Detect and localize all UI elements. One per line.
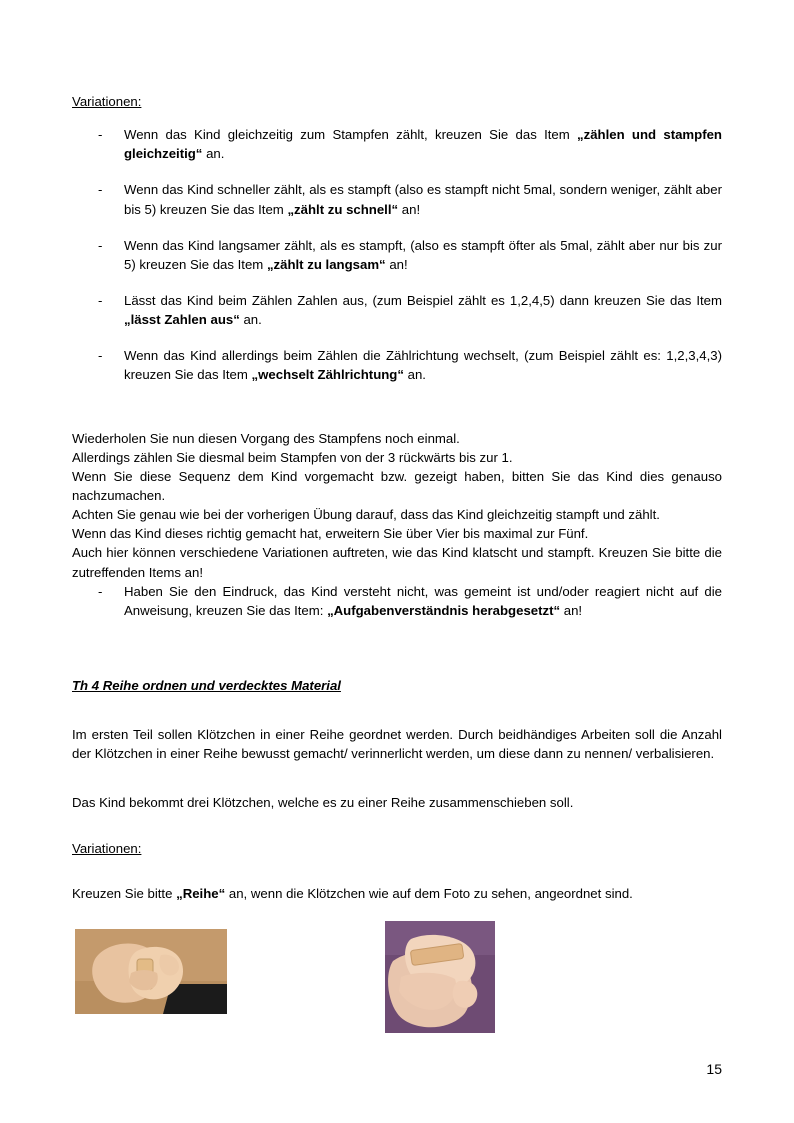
body-paragraph-3-post: an, wenn die Klötzchen wie auf dem Foto zu sehen, angeordnet sind. — [225, 885, 633, 901]
paragraph-line: Achten Sie genau wie bei der vorherigen Übung darauf, dass das Kind gleichzeitig stampft und zählt. — [72, 507, 660, 523]
list-item-text-bold: „wechselt Zählrichtung“ — [251, 367, 404, 383]
body-paragraph-2: Das Kind bekommt drei Klötzchen, welche es zu einer Reihe zusammenschieben soll. — [72, 795, 574, 811]
list-item-text-pre: Lässt das Kind beim Zählen Zahlen aus, (zum Beispiel zählt es 1,2,4,5) dann kreuzen Sie das Item — [124, 292, 722, 308]
paragraph-line: Allerdings zählen Sie diesmal beim Stampfen von der 3 rückwärts bis zur 1. — [72, 449, 513, 465]
list-bullet-dash: - — [98, 292, 103, 308]
list-item-text-post: an! — [398, 201, 421, 217]
list-item-text-bold: „lässt Zahlen aus“ — [124, 312, 240, 328]
list-bullet-dash: - — [98, 127, 103, 143]
list-item-text-bold: „zählt zu langsam“ — [266, 256, 386, 272]
photo-1-graphic — [75, 929, 227, 1014]
list-item — [72, 180, 722, 218]
body-paragraph-3 — [72, 884, 722, 903]
list-bullet-dash: - — [98, 348, 103, 364]
photo-2-graphic — [385, 921, 495, 1033]
list-item — [72, 582, 722, 620]
list-item-text-bold: „zählt zu schnell“ — [287, 201, 399, 217]
paragraph-line: Wiederholen Sie nun diesen Vorgang des Stampfens noch einmal. — [72, 430, 460, 446]
photo-row — [72, 929, 722, 1049]
list-bullet-dash: - — [98, 583, 103, 599]
list-item-text-post: an! — [560, 602, 583, 618]
list-item — [72, 236, 722, 274]
section-heading-th4: Th 4 Reihe ordnen und verdecktes Material — [72, 677, 341, 693]
variations-list — [72, 125, 722, 384]
variations-label-1: Variationen: — [72, 94, 142, 109]
paragraph-line: Wenn das Kind dieses richtig gemacht hat, erweitern Sie über Vier bis maximal zur Fünf. — [72, 526, 589, 542]
list-item — [72, 346, 722, 384]
list-item-text-pre: Wenn das Kind schneller zählt, als es stampft (also es stampft nicht 5mal, sondern weniger, zählt aber bis 5) kreuzen Sie das Item — [124, 182, 722, 217]
list-item-text-bold: „zählen und stampfen gleichzeitig“ — [124, 127, 722, 162]
list-item-text-post: an. — [202, 146, 225, 162]
photo-hands-block-dark — [75, 929, 227, 1014]
list-item-text-post: an! — [385, 256, 408, 272]
photo-hands-block-purple — [385, 921, 495, 1033]
list-bullet-dash: - — [98, 182, 103, 198]
single-item-list — [72, 582, 722, 620]
list-item — [72, 125, 722, 163]
list-item-text-bold: „Aufgabenverständnis herabgesetzt“ — [327, 602, 561, 618]
list-item-text-post: an. — [239, 312, 262, 328]
variations-label-2: Variationen: — [72, 840, 142, 856]
document-body — [72, 92, 722, 1049]
list-item-text-pre: Wenn das Kind gleichzeitig zum Stampfen zählt, kreuzen Sie das Item — [124, 127, 577, 143]
paragraph-line: Auch hier können verschiedene Variationen auftreten, wie das Kind klatscht und stampft. Kreuzen Sie bitte die zutreffenden Items an! — [72, 545, 722, 580]
list-item-text-post: an. — [403, 367, 426, 383]
list-item-text-pre: Wenn das Kind langsamer zählt, als es stampft, (also es stampft öfter als 5mal, zählt aber nur bis zur 5) kreuzen Sie das Item — [124, 237, 722, 272]
body-paragraph-3-bold: „Reihe“ — [176, 885, 226, 901]
paragraph-line: Wenn Sie diese Sequenz dem Kind vorgemacht bzw. gezeigt haben, bitten Sie das Kind dies genauso nachzumachen. — [72, 468, 722, 503]
body-paragraph-1: Im ersten Teil sollen Klötzchen in einer Reihe geordnet werden. Durch beidhändiges Arbeiten soll die Anzahl der Klötzchen in einer Reihe bewusst gemacht/ verinnerlicht werden, um diese dann zu nennen/ verbalisieren. — [72, 727, 722, 762]
instruction-paragraph — [72, 429, 722, 582]
list-item — [72, 291, 722, 329]
list-item-text-pre: Haben Sie den Eindruck, das Kind versteht nicht, was gemeint ist und/oder reagiert nicht auf die Anweisung, kreuzen Sie das Item: — [124, 583, 722, 618]
page-number: 15 — [706, 1061, 722, 1077]
list-item-text-pre: Wenn das Kind allerdings beim Zählen die Zählrichtung wechselt, (zum Beispiel zählt es: 1,2,3,4,3) kreuzen Sie das Item — [124, 348, 722, 383]
body-paragraph-3-pre: Kreuzen Sie bitte — [72, 885, 177, 901]
list-bullet-dash: - — [98, 237, 103, 253]
